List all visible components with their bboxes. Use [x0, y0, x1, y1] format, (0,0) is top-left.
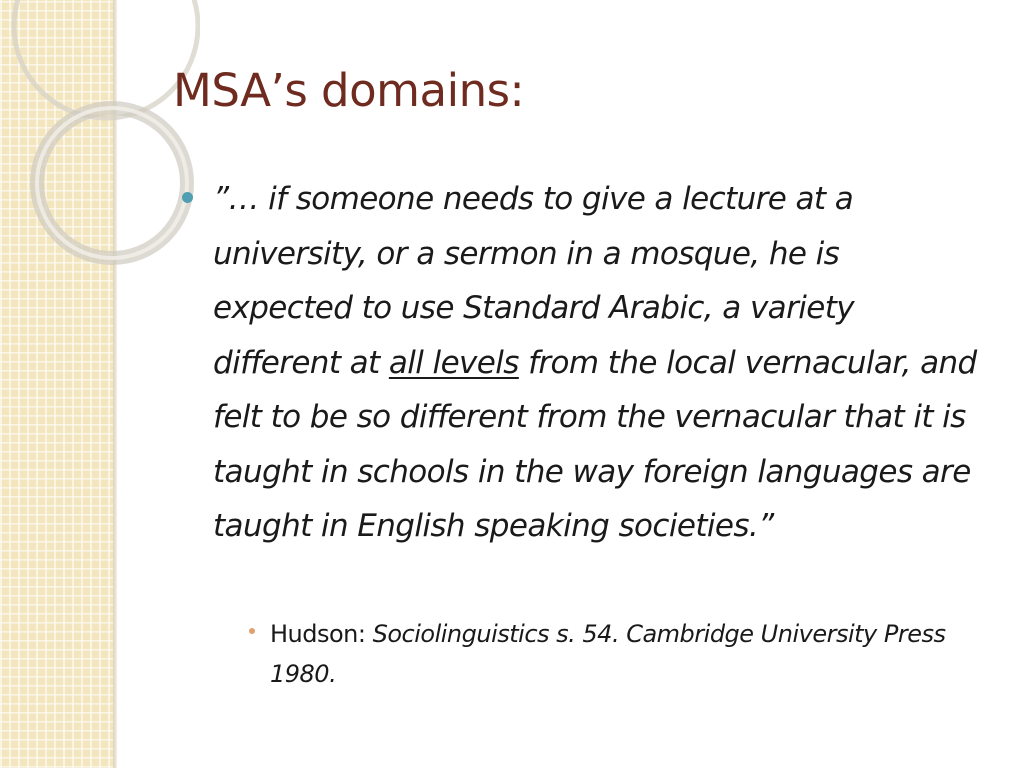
decorative-rings	[0, 0, 200, 280]
quote-bullet	[182, 172, 982, 554]
slide-title: MSA’s domains:	[173, 64, 525, 117]
citation-sub-bullet	[246, 614, 966, 694]
quote-text-part-1: ”… if someone needs to give a lecture at a university, or a sermon in a mosque, he is expected to use Standard Arabic, a variety different at	[213, 181, 855, 381]
quote-underlined-phrase: all levels	[388, 344, 519, 381]
citation-text	[270, 614, 966, 694]
citation-work: Sociolinguistics s. 54. Cambridge University Press 1980.	[270, 620, 946, 688]
quote-text	[213, 172, 982, 554]
quote-text-part-2: from the local vernacular, and felt to be so different from the vernacular that it is taught in schools in the way foreign languages are taught in English speaking societies.”	[213, 344, 977, 544]
sub-bullet-dot	[249, 628, 255, 634]
bullet-dot	[182, 192, 193, 203]
citation-author: Hudson:	[270, 620, 373, 648]
